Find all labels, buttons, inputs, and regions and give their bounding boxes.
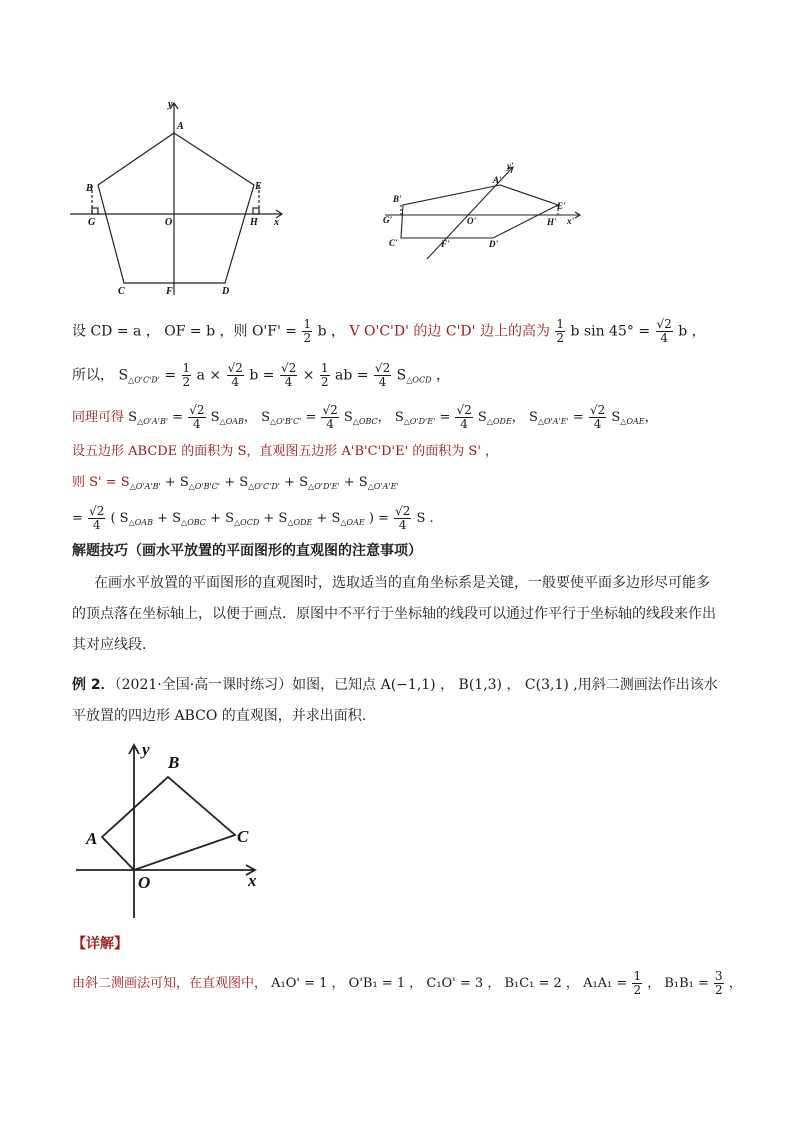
- label-y-axis: y: [142, 740, 150, 759]
- label-O: O: [165, 217, 173, 228]
- text-line-6: = $\frac{√2}{4}$ ( $S_{\triangle OAB} + S_{\triangle OBC} + S_{\triangle OCD} + S_{\triangle ODE} + S_{\triangle OAE}$ ) = $\frac{√2}{4}$ S .: [72, 504, 434, 532]
- label-B-point: B: [168, 753, 180, 772]
- label-D: D: [222, 286, 230, 297]
- label-B: B: [86, 183, 93, 194]
- label-B-prime: B': [393, 194, 402, 204]
- figure-quadrilateral: [72, 740, 262, 920]
- figure-pentagon: [60, 95, 290, 305]
- figure-oblique-pentagon: [375, 155, 595, 265]
- text-line-3: 同理可得 $S_{\triangle O'A'B'}$ = $\frac{√2}{4}$ $S_{\triangle OAB}$， $S_{\triangle O'B'C'}$ = $\frac{√2}{4}$ $S_{\triangle OBC}$， $S_{\triangle O'D'E'}$ = $\frac{√2}{4}$ $S_{\triangle ODE}$， $S_{\triangle O'A'E'}$ = $\frac{√2}{4}$ $S_{\triangle OAE}$，: [72, 403, 658, 431]
- label-y-prime: y': [507, 161, 514, 171]
- section-heading: 解题技巧（画水平放置的平面图形的直观图的注意事项）: [72, 543, 422, 559]
- label-E: E: [255, 181, 262, 192]
- tip-paragraph: 在画水平放置的平面图形的直观图时，选取适当的直角坐标系是关键，一般要使平面多边形尽可能多的顶点落在坐标轴上，以便于画点．原图中不平行于坐标轴的线段可以通过作平行于坐标轴的线段来作出其对应线段．: [72, 575, 716, 653]
- label-H-prime: H': [547, 217, 557, 227]
- label-A-prime: A': [493, 175, 502, 185]
- label-G: G: [88, 217, 96, 228]
- label-x: x: [274, 217, 279, 228]
- label-A: A: [177, 121, 184, 132]
- label-C-point: C: [237, 827, 249, 846]
- label-E-prime: E': [557, 201, 566, 211]
- label-F: F: [166, 286, 173, 297]
- label-G-prime: G': [383, 215, 392, 225]
- label-x-axis: x: [248, 871, 257, 890]
- label-y: y: [168, 99, 173, 110]
- label-O-prime: O': [467, 216, 476, 226]
- text-line-5: 则 $S' = S_{\triangle O'A'B'} + S_{\triangle O'B'C'} + S_{\triangle O'C'D'} + S_{\triangle O'D'E'} + S_{\triangle O'A'E'}$: [72, 475, 399, 491]
- label-A-point: A: [86, 829, 98, 848]
- label-D-prime: D': [489, 239, 498, 249]
- label-C: C: [118, 286, 125, 297]
- label-H: H: [250, 217, 258, 228]
- label-F-prime: F': [441, 239, 450, 249]
- detail-tag: 【详解】: [72, 936, 128, 952]
- label-C-prime: C': [389, 238, 398, 248]
- text-line-4: 设五边形 ABCDE 的面积为 S，直观图五边形 A'B'C'D'E' 的面积为 S' ，: [72, 444, 499, 459]
- text-line-last: 由斜二测画法可知，在直观图中， A₁O' = 1 ， O'B₁ = 1 ， C₁O' = 3 ， B₁C₁ = 2 ， A₁A₁ = $\frac{1}{2}$ ， B₁B₁ = $\frac{3}{2}$ ，: [72, 969, 742, 997]
- label-O-point: O: [138, 873, 151, 892]
- example-2: 例 2．（2021·全国·高一课时练习）如图，已知点 A(−1,1) ， B(1,3) ， C(3,1) ,用斜二测画法作出该水平放置的四边形 ABCO 的直观图，并求出面积.: [72, 677, 718, 724]
- text-line-1: 设 CD = a ， OF = b ，则 O'F' = $\frac{1}{2}$ b ， V O'C'D' 的边 C'D' 边上的高为 $\frac{1}{2}$ b sin 45° = $\frac{√2}{4}$ b ，: [72, 317, 706, 345]
- label-x-prime: x': [567, 216, 575, 226]
- text-line-2: 所以， $S_{\triangle O'C'D'}$ = $\frac{1}{2}$ a × $\frac{√2}{4}$ b = $\frac{√2}{4}$ × $\frac{1}{2}$ ab = $\frac{√2}{4}$ $S_{\triangle OCD}$ ，: [72, 361, 450, 389]
